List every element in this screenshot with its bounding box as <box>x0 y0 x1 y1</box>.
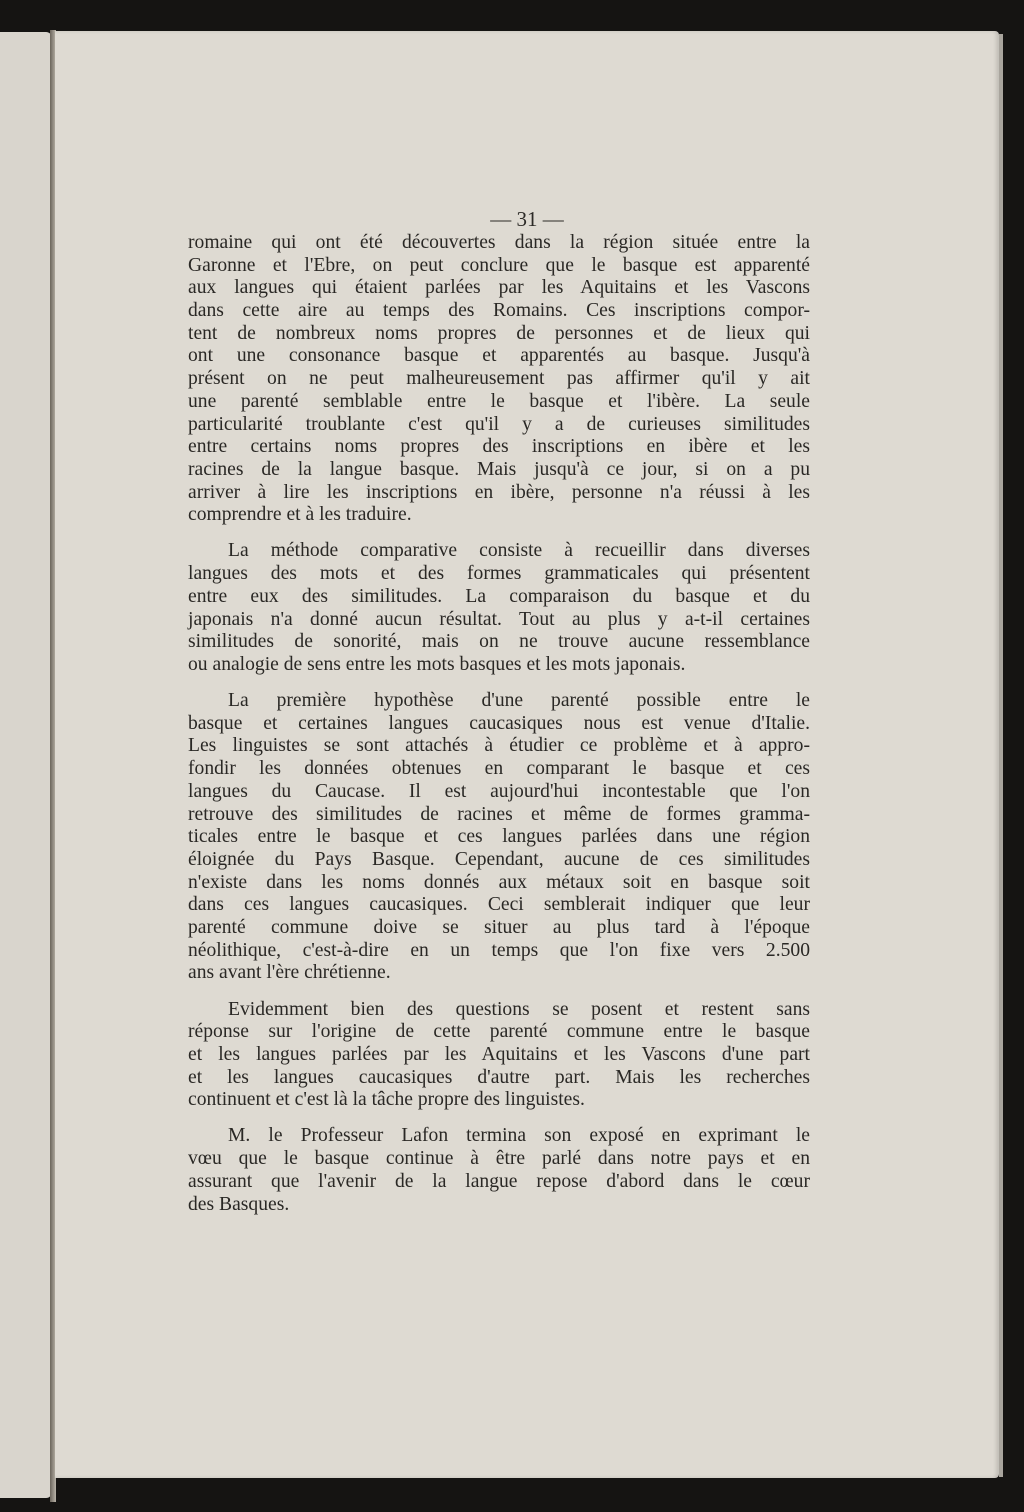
text-line: parenté commune doive se situer au plus tard à l'époque <box>188 916 810 938</box>
text-line: La première hypothèse d'une parenté possible entre le <box>228 690 810 712</box>
text-line: ou analogie de sens entre les mots basques et les mots japonais. <box>188 653 686 675</box>
text-line: japonais n'a donné aucun résultat. Tout au plus y a-t-il certaines <box>188 608 810 630</box>
text-line: langues des mots et des formes grammaticales qui présentent <box>188 563 810 585</box>
text-line: particularité troublante c'est qu'il y a de curieuses similitudes <box>188 413 810 435</box>
paragraph <box>188 999 810 1112</box>
text-line: assurant que l'avenir de la langue repose d'abord dans le cœur <box>188 1170 810 1192</box>
text-line: arriver à lire les inscriptions en ibère, personne n'a réussi à les <box>188 481 810 503</box>
text-line: fondir les données obtenues en comparant le basque et ces <box>188 758 810 780</box>
text-line: des Basques. <box>188 1193 290 1215</box>
text-line: ticales entre le basque et ces langues parlées dans une région <box>188 826 810 848</box>
paragraph <box>188 232 810 527</box>
text-line: n'existe dans les noms donnés aux métaux soit en basque soit <box>188 871 810 893</box>
paragraph <box>188 690 810 985</box>
text-line: ont une consonance basque et apparentés au basque. Jusqu'à <box>188 345 810 367</box>
text-line: continuent et c'est là la tâche propre des linguistes. <box>188 1089 585 1111</box>
text-line: dans ces langues caucasiques. Ceci semblerait indiquer que leur <box>188 894 810 916</box>
text-line: M. le Professeur Lafon termina son exposé en exprimant le <box>228 1125 810 1147</box>
text-line: Garonne et l'Ebre, on peut conclure que le basque est apparenté <box>188 254 810 276</box>
paragraph <box>188 540 810 676</box>
text-line: Evidemment bien des questions se posent et restent sans <box>228 998 810 1020</box>
text-line: présent on ne peut malheureusement pas affirmer qu'il y ait <box>188 368 810 390</box>
text-line: entre certains noms propres des inscriptions en ibère et les <box>188 436 810 458</box>
text-line: langues du Caucase. Il est aujourd'hui incontestable que l'on <box>188 780 810 802</box>
text-line: retrouve des similitudes de racines et même de formes gramma- <box>188 803 810 825</box>
text-line: dans cette aire au temps des Romains. Ces inscriptions compor- <box>188 300 810 322</box>
text-line: une parenté semblable entre le basque et l'ibère. La seule <box>188 390 810 412</box>
text-line: et les langues caucasiques d'autre part. Mais les recherches <box>188 1066 810 1088</box>
text-line: similitudes de sonorité, mais on ne trouve aucune ressemblance <box>188 631 810 653</box>
text-line: et les langues parlées par les Aquitains et les Vascons d'une part <box>188 1043 810 1065</box>
text-line: Les linguistes se sont attachés à étudier ce problème et à appro- <box>188 735 810 757</box>
text-line: réponse sur l'origine de cette parenté commune entre le basque <box>188 1021 810 1043</box>
text-line: éloignée du Pays Basque. Cependant, aucune de ces similitudes <box>188 848 810 870</box>
text-line: aux langues qui étaient parlées par les Aquitains et les Vascons <box>188 277 810 299</box>
text-line: tent de nombreux noms propres de personnes et de lieux qui <box>188 322 810 344</box>
text-line: néolithique, c'est-à-dire en un temps que l'on fixe vers 2.500 <box>188 939 810 961</box>
text-line: basque et certaines langues caucasiques nous est venue d'Italie. <box>188 712 810 734</box>
text-line: entre eux des similitudes. La comparaison du basque et du <box>188 585 810 607</box>
page-edge <box>999 34 1003 1477</box>
page-number: — 31 — <box>490 207 564 231</box>
text-line: comprendre et à les traduire. <box>188 504 412 526</box>
text-line: ans avant l'ère chrétienne. <box>188 962 391 984</box>
body-text <box>188 232 810 1230</box>
facing-page <box>0 32 52 1498</box>
paragraph <box>188 1125 810 1216</box>
text-line: vœu que le basque continue à être parlé dans notre pays et en <box>188 1148 810 1170</box>
text-line: racines de la langue basque. Mais jusqu'à ce jour, si on a pu <box>188 458 810 480</box>
text-line: romaine qui ont été découvertes dans la région située entre la <box>188 232 810 253</box>
text-line: La méthode comparative consiste à recueillir dans diverses <box>228 540 810 562</box>
